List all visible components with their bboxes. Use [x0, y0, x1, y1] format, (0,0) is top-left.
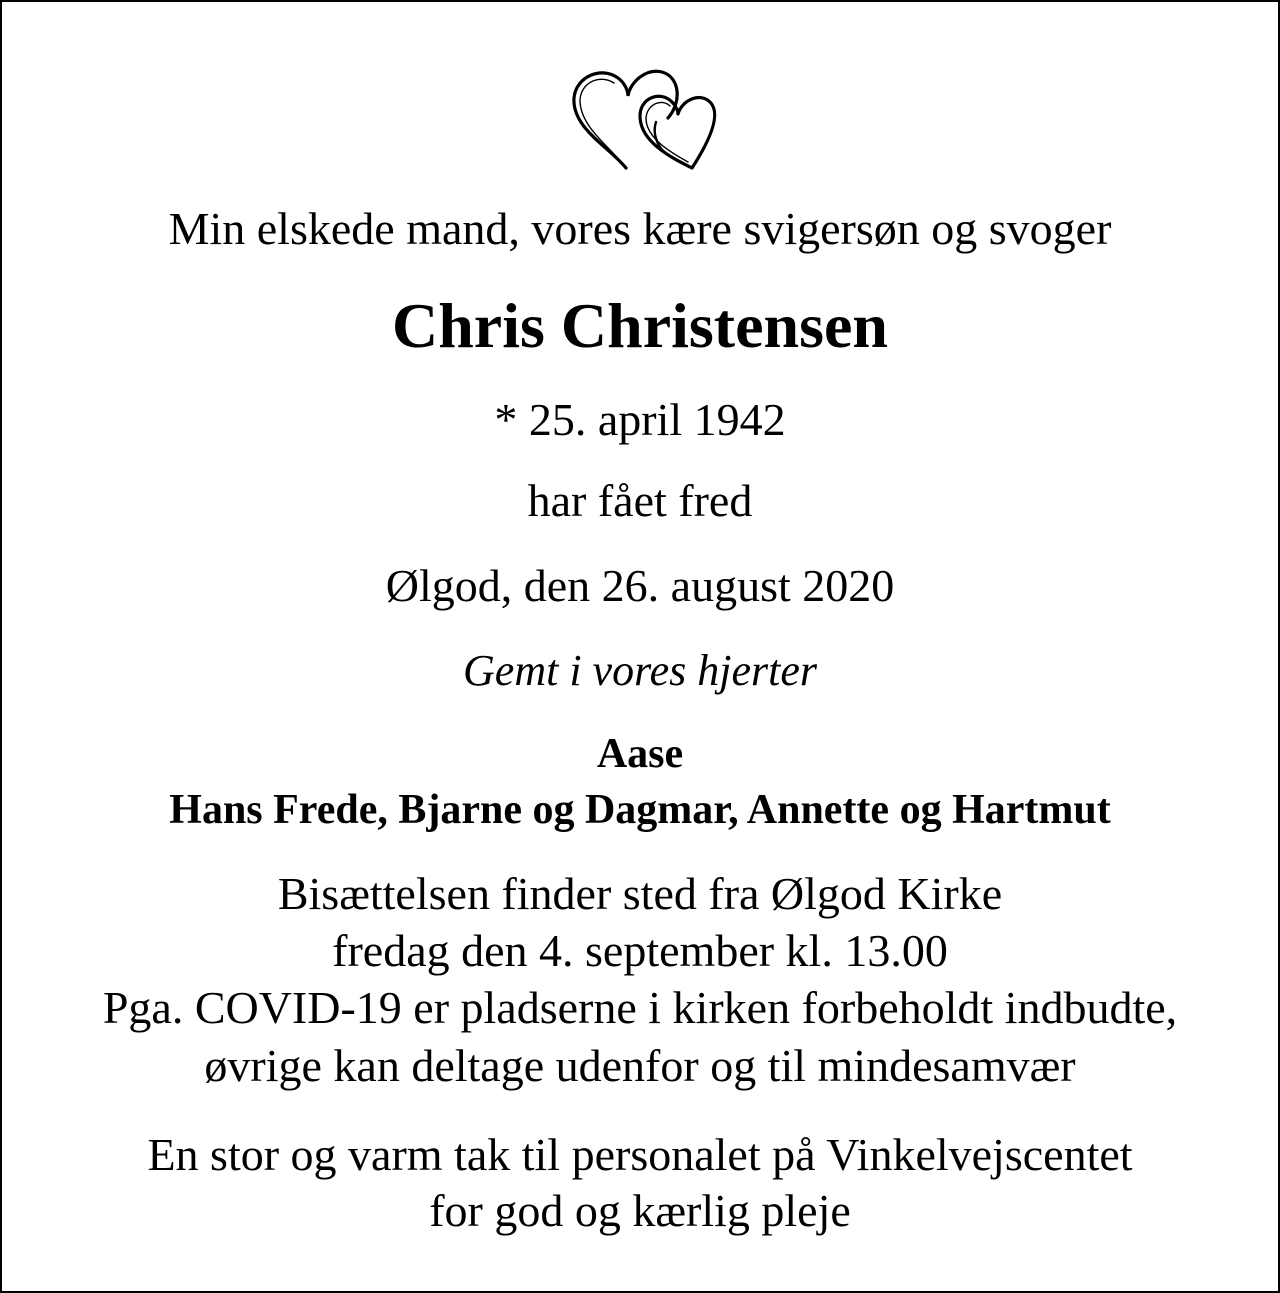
deceased-name: Chris Christensen	[391, 290, 889, 361]
thanks-line: for god og kærlig pleje	[429, 1185, 851, 1236]
place-date: Ølgod, den 26. august 2020	[385, 560, 895, 611]
motto-text: Gemt i vores hjerter	[463, 646, 817, 695]
funeral-line: Bisættelsen finder sted fra Ølgod Kirke	[277, 868, 1003, 919]
passed-text: har fået fred	[527, 475, 753, 526]
intro-text: Min elskede mand, vores kære svigersøn og svoger	[168, 203, 1112, 254]
thanks-line: En stor og varm tak til personalet på Vinkelvejscentet	[147, 1129, 1133, 1180]
family-line: Aase	[596, 731, 684, 777]
funeral-line: Pga. COVID-19 er pladserne i kirken forbeholdt indbudte,	[102, 982, 1178, 1033]
funeral-line: øvrige kan deltage udenfor og til mindesamvær	[204, 1040, 1076, 1091]
birth-date: * 25. april 1942	[494, 394, 786, 445]
family-line: Hans Frede, Bjarne og Dagmar, Annette og Hartmut	[169, 787, 1111, 833]
two-hearts-icon	[568, 64, 718, 172]
funeral-line: fredag den 4. september kl. 13.00	[332, 925, 948, 976]
